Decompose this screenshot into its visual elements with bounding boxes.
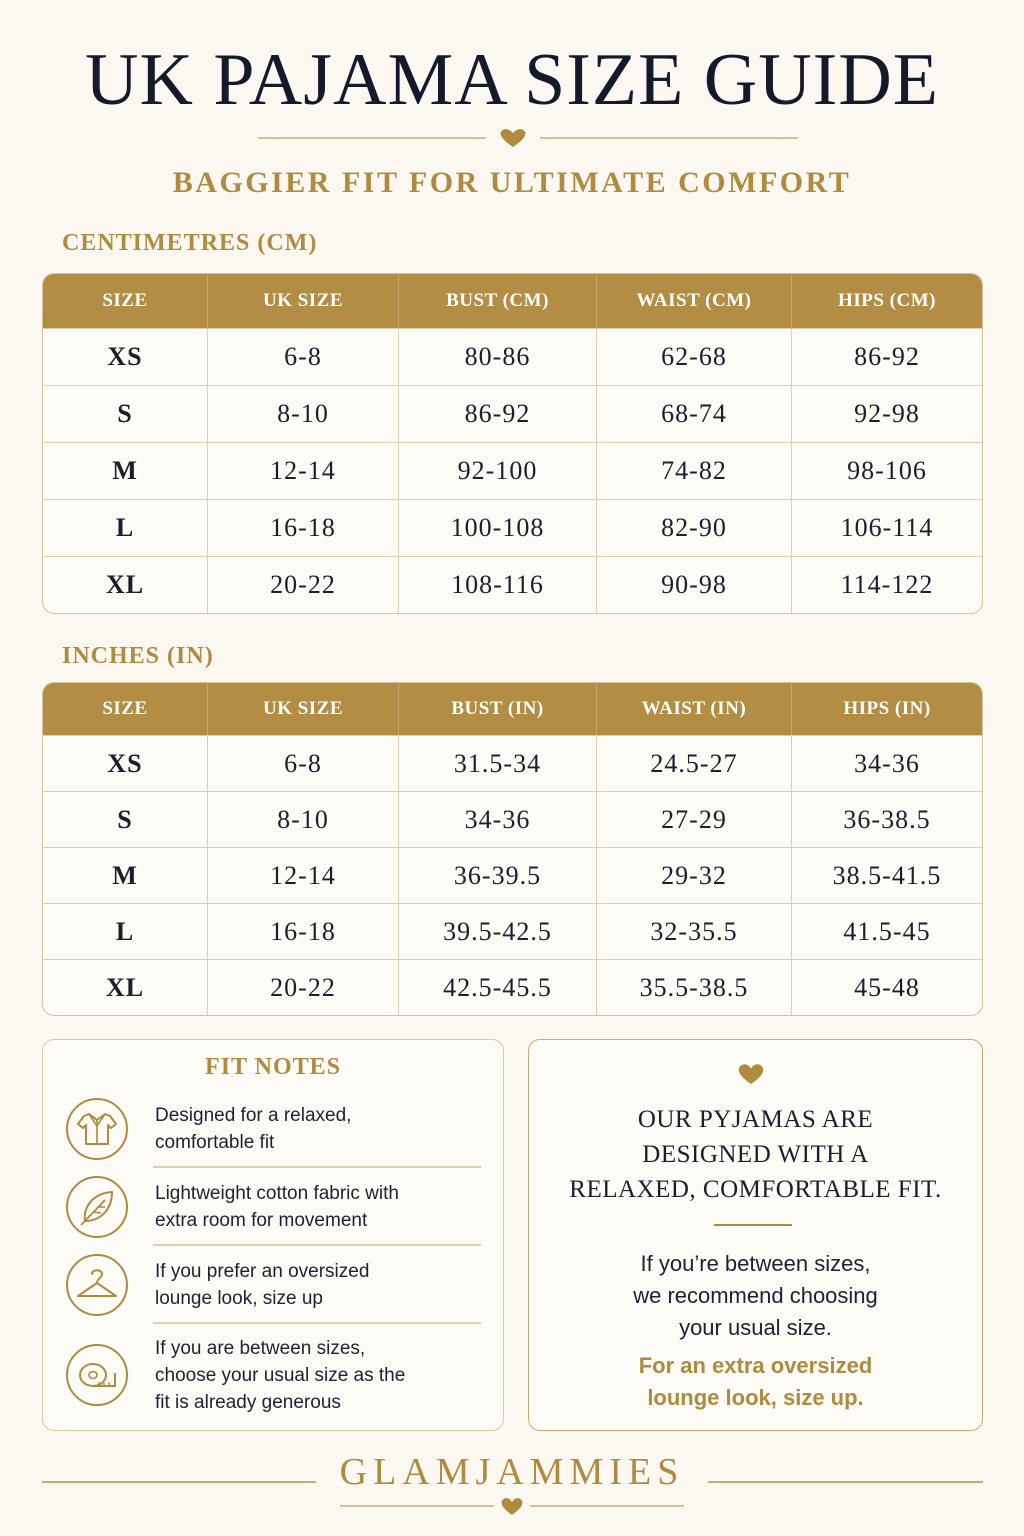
table-cell: 34-36 [398,792,596,847]
fit-note-item [65,1168,481,1246]
divider [714,1224,792,1226]
divider [708,1481,983,1483]
table-cell: 39.5-42.5 [398,904,596,959]
in-size-table [42,682,983,1016]
table-cell: 32-35.5 [596,904,791,959]
table-cell: 36-39.5 [398,848,596,903]
promo-body-line: we recommend choosing [633,1283,878,1308]
column-header: WAIST (CM) [596,274,791,328]
size-cell: L [115,513,135,542]
table-cell: 38.5-41.5 [791,848,982,903]
table-cell: 41.5-45 [791,904,982,959]
fit-notes-title: FIT NOTES [205,1054,341,1080]
size-cell: XL [105,570,145,599]
table-cell: 20-22 [207,557,398,613]
table-header-row [43,683,982,735]
footer-divider [340,1494,684,1518]
promo-body-line: your usual size. [679,1315,832,1340]
fit-notes-panel [42,1039,504,1431]
heart-icon [738,1062,764,1086]
page-title: UK PAJAMA SIZE GUIDE [85,39,939,121]
promo-heading [529,1102,982,1207]
brand-logo: GLAMJAMMIES [339,1451,685,1493]
table-cell: 45-48 [791,960,982,1015]
heart-icon [501,129,526,147]
fit-note-text: If you prefer an oversized [155,1261,370,1282]
column-header: BUST (CM) [398,274,596,328]
table-row [43,847,982,903]
fit-note-item [65,1090,481,1168]
table-cell: 16-18 [207,904,398,959]
promo-heading-line: RELAXED, COMFORTABLE FIT. [569,1176,942,1203]
table-row [43,735,982,791]
table-cell: 35.5-38.5 [596,960,791,1015]
table-cell: 80-86 [398,329,596,385]
table-cell: 29-32 [596,848,791,903]
table-cell: 90-98 [596,557,791,613]
column-header: UK SIZE [207,274,398,328]
promo-body-line: If you’re between sizes, [640,1251,871,1276]
title-divider [258,126,798,150]
fit-note-text: Designed for a relaxed, [155,1105,352,1126]
table-cell: 86-92 [791,329,982,385]
table-row [43,442,982,499]
table-cell: 108-116 [398,557,596,613]
size-cell: M [112,456,138,485]
fit-note-item [65,1246,481,1324]
leaf-icon [65,1175,129,1239]
table-cell: 98-106 [791,443,982,499]
table-cell: 31.5-34 [398,736,596,791]
table-cell: 92-98 [791,386,982,442]
promo-accent-line: For an extra oversized [638,1353,873,1378]
table-cell: 6-8 [207,736,398,791]
heart-icon [502,1498,523,1515]
table-cell: 106-114 [791,500,982,556]
size-cell: M [112,860,138,890]
fit-note-text: choose your usual size as the [155,1364,406,1386]
table-cell: 27-29 [596,792,791,847]
fit-note-text: extra room for movement [155,1210,368,1231]
table-header-row [43,274,982,328]
table-cell: 62-68 [596,329,791,385]
page-subtitle: BAGGIER FIT FOR ULTIMATE COMFORT [172,166,852,199]
promo-accent [529,1350,982,1414]
table-cell: 74-82 [596,443,791,499]
table-cell: 92-100 [398,443,596,499]
promo-accent-line: lounge look, size up. [647,1385,864,1410]
table-cell: 20-22 [207,960,398,1015]
table-row [43,791,982,847]
measuring-tape-icon [65,1343,129,1407]
table-cell: 34-36 [791,736,982,791]
cm-size-table [42,273,983,614]
cm-section-label: CENTIMETRES (CM) [62,230,318,256]
table-cell: 82-90 [596,500,791,556]
table-cell: 42.5-45.5 [398,960,596,1015]
shirt-icon [65,1097,129,1161]
column-header: SIZE [102,698,148,719]
table-cell: 36-38.5 [791,792,982,847]
table-row [43,499,982,556]
fit-note-item [65,1330,481,1420]
fit-note-text: comfortable fit [155,1132,275,1153]
table-cell: 16-18 [207,500,398,556]
size-cell: S [117,804,133,834]
table-cell: 86-92 [398,386,596,442]
table-row [43,556,982,613]
size-cell: L [115,916,135,946]
column-header: HIPS (CM) [791,274,982,328]
in-section-label: INCHES (IN) [62,643,214,669]
table-cell: 6-8 [207,329,398,385]
column-header: HIPS (IN) [791,683,982,735]
column-header: UK SIZE [207,683,398,735]
table-cell: 24.5-27 [596,736,791,791]
column-header: SIZE [102,290,148,311]
table-cell: 114-122 [791,557,982,613]
table-row [43,959,982,1015]
promo-heading-line: OUR PYJAMAS ARE [637,1106,874,1133]
promo-body [529,1248,982,1344]
table-cell: 68-74 [596,386,791,442]
table-row [43,328,982,385]
table-row [43,385,982,442]
divider [153,1322,481,1324]
fit-note-text: Lightweight cotton fabric with [155,1183,399,1204]
fit-note-text: fit is already generous [155,1391,341,1413]
promo-heading-line: DESIGNED WITH A [642,1141,869,1168]
table-cell: 12-14 [207,848,398,903]
column-header: WAIST (IN) [596,683,791,735]
table-cell: 12-14 [207,443,398,499]
size-cell: XS [107,342,143,371]
table-cell: 100-108 [398,500,596,556]
fit-promo-panel [528,1039,983,1431]
size-cell: XL [105,972,145,1002]
size-cell: S [117,399,133,428]
table-cell: 8-10 [207,386,398,442]
column-header: BUST (IN) [398,683,596,735]
fit-note-text: If you are between sizes, [155,1337,366,1359]
size-cell: XS [107,748,143,778]
table-cell: 8-10 [207,792,398,847]
fit-note-text: lounge look, size up [155,1288,323,1309]
hanger-icon [65,1253,129,1317]
table-row [43,903,982,959]
